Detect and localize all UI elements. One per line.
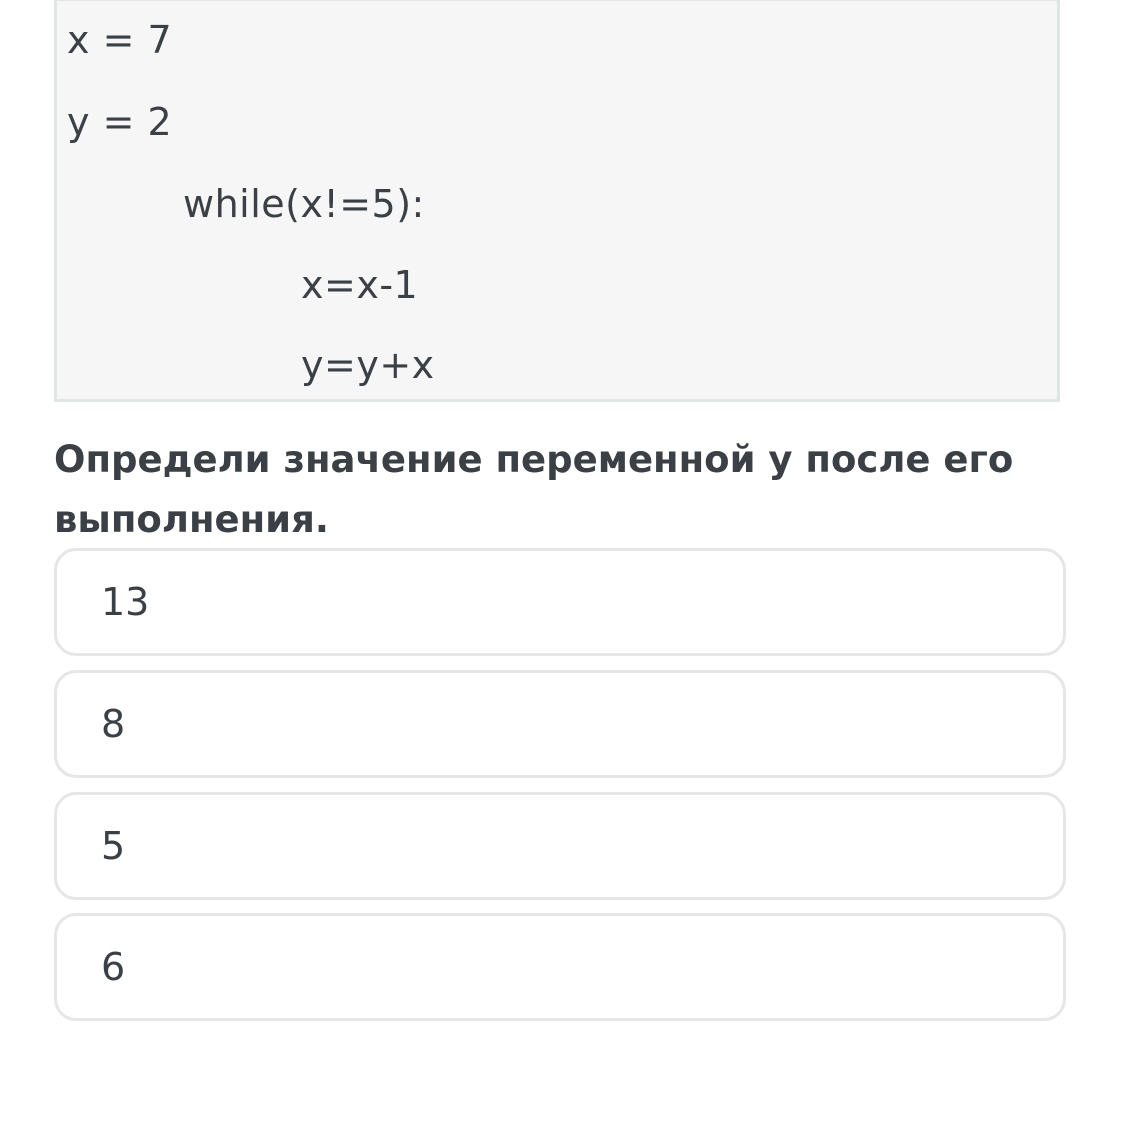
code-line-1: x = 7 xyxy=(67,18,173,62)
code-line-5: y=y+x xyxy=(301,343,435,387)
code-line-4: x=x-1 xyxy=(301,263,419,307)
code-line-2: y = 2 xyxy=(67,100,173,144)
answer-option-3[interactable] xyxy=(54,792,1066,900)
answer-option-label: 13 xyxy=(101,580,150,624)
answer-option-2[interactable] xyxy=(54,670,1066,778)
code-block xyxy=(54,0,1060,402)
answer-option-label: 6 xyxy=(101,945,126,989)
answer-option-4[interactable] xyxy=(54,913,1066,1021)
answer-option-1[interactable] xyxy=(54,548,1066,656)
answer-option-label: 5 xyxy=(101,824,126,868)
code-line-3: while(x!=5): xyxy=(183,182,425,226)
answer-option-label: 8 xyxy=(101,702,126,746)
question-text: Определи значение переменной у после его выполнения. xyxy=(54,438,1014,541)
